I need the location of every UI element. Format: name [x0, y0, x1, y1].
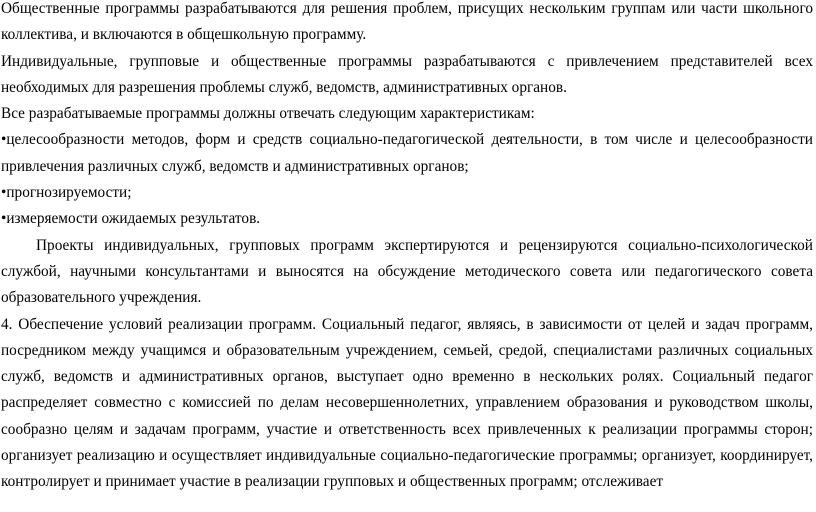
paragraph-characteristics-intro: Все разрабатываемые программы должны отвечать следующим характеристикам: — [1, 105, 535, 123]
bullet-predictability: •прогнозируемости; — [1, 184, 132, 202]
bullet-expediency: •целесообразности методов, форм и средств социально-педагогической деятельности, в том числе и целесообразности привлечения различных служб, ведомств и административных органов; — [1, 131, 813, 175]
paragraph-public-programs: Общественные программы разрабатываются для решения проблем, присущих нескольким группам или части школьного коллектива, и включаются в общешкольную программу. — [1, 0, 813, 44]
bullet-measurability: •измеряемости ожидаемых результатов. — [1, 210, 261, 228]
paragraph-implementation-conditions: 4. Обеспечение условий реализации программ. Социальный педагог, являясь, в зависимости от целей и задач программ, посредником между учащимся и образовательным учреждением, семьей, средой, специалистами различных социальных служб, ведомств и административных органов, выступает одно временно в нескольких ролях. Социальный педагог распределяет совместно с комиссией по делам несовершеннолетних, управлением образования и руководством школы, сообразно целям и задачам программ, участие и ответственность всех привлеченных к реализации программы сторон; организует реализацию и осуществляет индивидуальные социально-педагогические программы; организует, координирует, контролирует и принимает участие в реализации групповых и общественных программ; отслеживает — [1, 315, 813, 491]
paragraph-program-development: Индивидуальные, групповые и общественные программы разрабатываются с привлечением представителей всех необходимых для разрешения проблемы служб, ведомств, административных органов. — [1, 52, 813, 96]
paragraph-project-review: Проекты индивидуальных, групповых программ экспертируются и рецензируются социально-психологической службой, научными консультантами и выносятся на обсуждение методического совета или педагогического совета образовательного учреждения. — [1, 236, 813, 307]
